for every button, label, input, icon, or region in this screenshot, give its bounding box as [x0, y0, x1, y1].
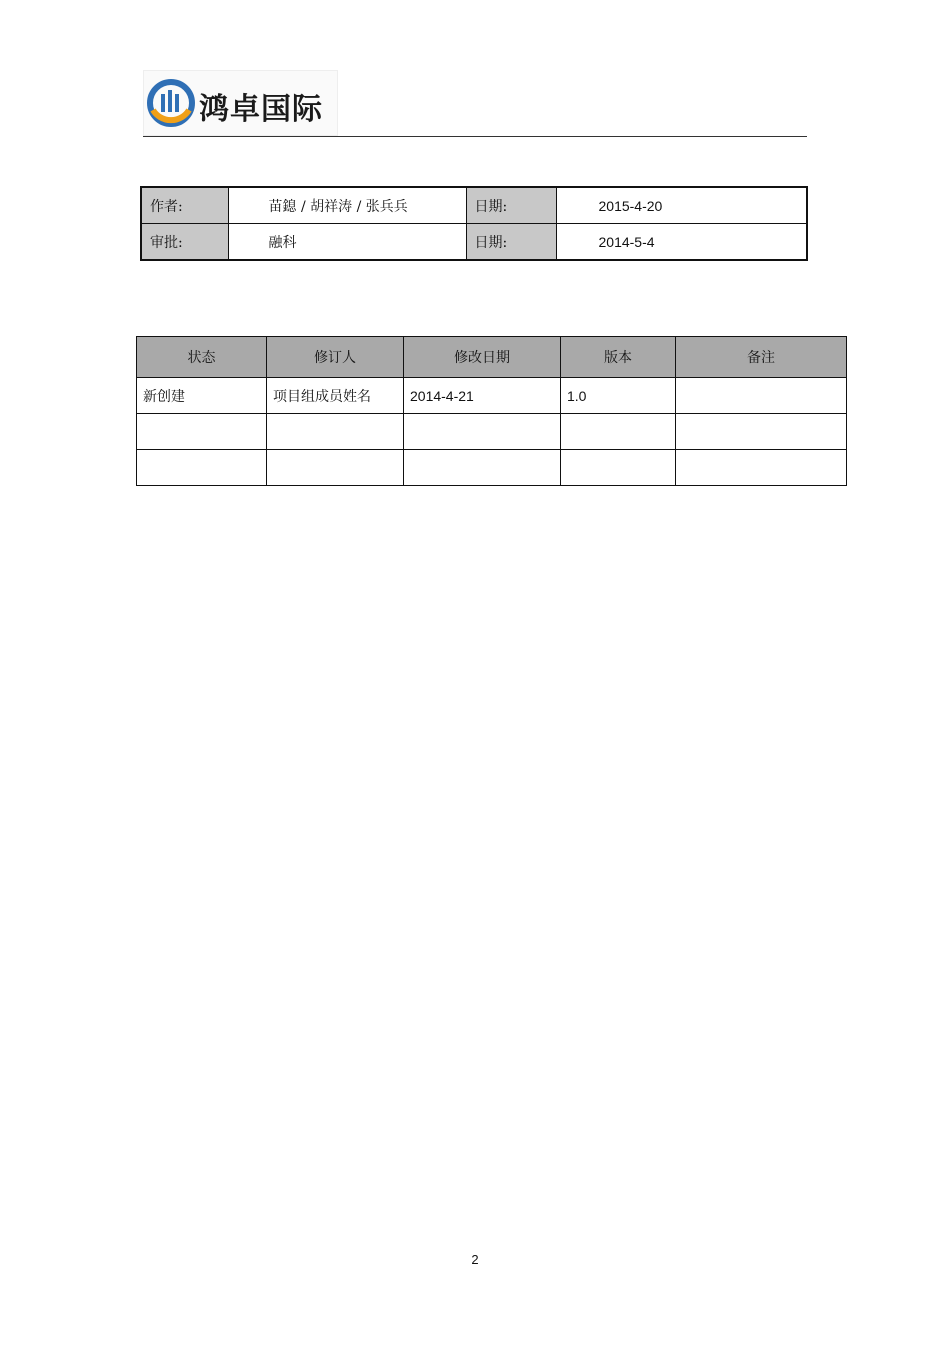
column-header-status: 状态: [137, 337, 267, 378]
table-row: [137, 450, 847, 486]
company-logo: [143, 70, 338, 136]
cell-status: 新创建: [137, 378, 267, 414]
cell-version: [561, 414, 676, 450]
cell-status: [137, 450, 267, 486]
table-row: [137, 414, 847, 450]
logo-wordmark: 鸿卓国际: [199, 92, 323, 127]
cell-date: 2014-4-21: [404, 378, 561, 414]
author-value: 苗鎴 / 胡祥涛 / 张兵兵: [228, 187, 466, 224]
cell-reviser: 项目组成员姓名: [267, 378, 404, 414]
revision-history-table: [136, 336, 847, 486]
approval-date-value: 2014-5-4: [556, 224, 807, 261]
approval-value: 融科: [228, 224, 466, 261]
approval-label: 审批:: [141, 224, 228, 261]
column-header-reviser: 修订人: [267, 337, 404, 378]
cell-reviser: [267, 414, 404, 450]
table-row: [137, 378, 847, 414]
column-header-date: 修改日期: [404, 337, 561, 378]
cell-notes: [676, 378, 847, 414]
cell-notes: [676, 450, 847, 486]
column-header-version: 版本: [561, 337, 676, 378]
author-date-label: 日期:: [466, 187, 556, 224]
header-divider: [143, 136, 807, 137]
cell-version: 1.0: [561, 378, 676, 414]
cell-version: [561, 450, 676, 486]
revision-header-row: [137, 337, 847, 378]
column-header-notes: 备注: [676, 337, 847, 378]
cell-date: [404, 450, 561, 486]
document-info-table: [140, 186, 808, 261]
cell-date: [404, 414, 561, 450]
logo-emblem-icon: [143, 70, 199, 136]
approval-date-label: 日期:: [466, 224, 556, 261]
approval-row: [141, 224, 807, 261]
cell-reviser: [267, 450, 404, 486]
cell-status: [137, 414, 267, 450]
cell-notes: [676, 414, 847, 450]
author-label: 作者:: [141, 187, 228, 224]
author-row: [141, 187, 807, 224]
author-date-value: 2015-4-20: [556, 187, 807, 224]
page-number: 2: [471, 1252, 479, 1267]
